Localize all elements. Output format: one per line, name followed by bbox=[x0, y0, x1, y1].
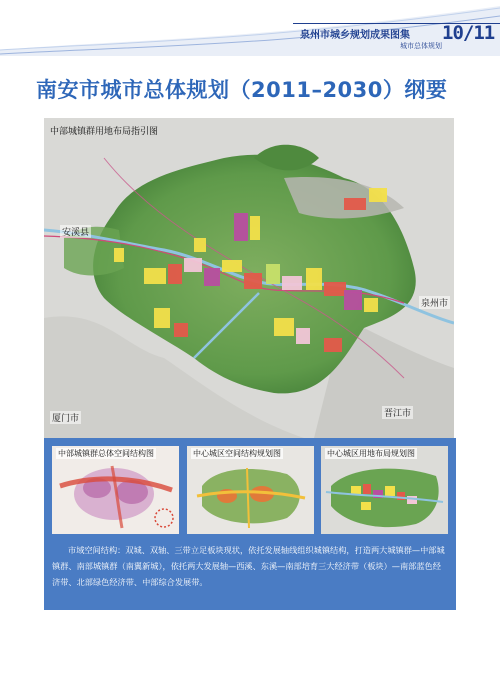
series-title: 泉州市城乡规划成果图集 bbox=[300, 30, 410, 41]
description-paragraph: 市域空间结构：双城、双轴、三带立足板块现状，依托发展轴线组织城镇结构，打造两大城镇群—中部城镇群、南部城镇群（南翼新城），依托两大发展轴—西溪、东溪—南部培育三大经济带（板块）—南部蓝色经济带、北部绿色经济带、中部综合发展带。 bbox=[52, 545, 445, 587]
thumbnail-structure-title: 中部城镇群总体空间结构图 bbox=[58, 449, 154, 458]
map-graphic bbox=[44, 118, 454, 438]
thumbnail-central-structure bbox=[187, 446, 314, 534]
label-anxi: 安溪县 bbox=[60, 225, 91, 238]
label-xiamen: 厦门市 bbox=[50, 411, 81, 424]
thumbnail-structure-graphic bbox=[52, 446, 179, 534]
land-use-map bbox=[44, 118, 454, 438]
thumbnail-central-structure-title: 中心城区空间结构规划图 bbox=[193, 449, 281, 458]
thumbnail-central-structure-graphic bbox=[187, 446, 314, 534]
thumbnail-central-landuse-graphic bbox=[321, 446, 448, 534]
label-quanzhou: 泉州市 bbox=[419, 296, 450, 309]
page-number: 10/11 bbox=[442, 22, 495, 44]
thumbnail-structure bbox=[52, 446, 179, 534]
map-caption: 中部城镇群用地布局指引图 bbox=[50, 127, 159, 137]
description-text bbox=[52, 542, 448, 590]
series-subtitle: 城市总体规划 bbox=[400, 42, 442, 50]
page-title: 南安市城市总体规划（2011–2030）纲要 bbox=[36, 78, 448, 102]
thumbnail-central-landuse-title: 中心城区用地布局规划图 bbox=[327, 449, 415, 458]
thumbnail-central-landuse bbox=[321, 446, 448, 534]
label-jinjiang: 晋江市 bbox=[382, 406, 413, 419]
